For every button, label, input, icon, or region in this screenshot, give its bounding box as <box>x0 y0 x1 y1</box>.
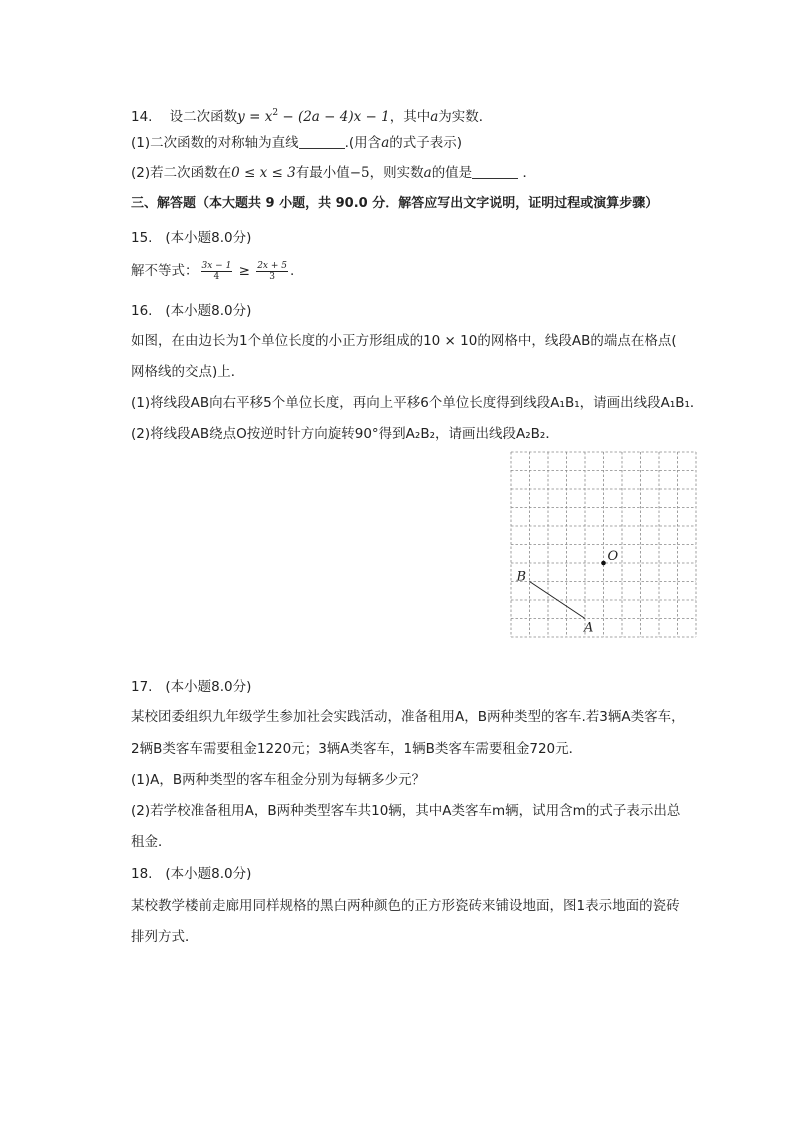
q14-part2-var: a <box>423 165 432 181</box>
q17-number: 17. <box>131 679 153 695</box>
q17-part2-line2: 租金． <box>131 834 172 850</box>
q15-end: . <box>290 263 295 279</box>
q17-line1: 某校团委组织九年级学生参加社会实践活动，准备租用A，B两种类型的客车.若3辆A类客车， <box>131 709 685 725</box>
q17-score: (本小题8.0分) <box>165 679 252 695</box>
label-a: A <box>584 620 594 636</box>
q14-part2-tail: ． <box>522 165 536 181</box>
q14-part2-end: 的值是 <box>431 165 473 181</box>
q16-part2: (2)将线段AB绕点O按逆时针方向旋转90°得到A₂B₂，请画出线段A₂B₂． <box>131 426 559 442</box>
q15-left-denominator: 4 <box>213 271 220 282</box>
point-o <box>601 561 606 566</box>
q17-part2-line1: (2)若学校准备租用A，B两种类型客车共10辆，其中A类客车m辆，试用含m的式子表示出总 <box>131 803 681 819</box>
q14-eq-lhs: y <box>237 109 245 125</box>
q15-relation: ≥ <box>234 263 255 279</box>
q15-right-denominator: 3 <box>269 271 275 282</box>
q14-exponent: 2 <box>272 108 279 118</box>
q14-part2-range: 0 ≤ x ≤ 3 <box>231 165 296 181</box>
q14-part1-prefix: (1)二次函数的对称轴为直线 <box>131 135 299 151</box>
q14-part2-prefix: (2)若二次函数在 <box>131 165 232 181</box>
q14-stem-end: 为实数． <box>438 109 493 125</box>
q15-header <box>131 228 251 248</box>
q15-prompt: 解不等式： <box>131 263 199 279</box>
q16-grid-figure <box>510 451 700 641</box>
q14-stem-prefix: 设二次函数 <box>169 109 238 125</box>
segment-ab <box>530 582 586 619</box>
q17-part1: (1)A，B两种类型的客车租金分别为每辆多少元？ <box>131 772 426 788</box>
label-o: O <box>607 549 619 564</box>
grid-lines <box>511 452 696 637</box>
label-b: B <box>516 569 527 585</box>
q14-part2-mid: 有最小值 <box>295 165 350 181</box>
q18-header <box>131 864 251 884</box>
q14-stem-suffix: ，其中 <box>389 109 431 125</box>
q14-part2 <box>131 163 536 183</box>
q18-score: (本小题8.0分) <box>165 866 252 882</box>
section-3-heading: 三、解答题（本大题共 9 小题，共 90.0 分．解答应写出文字说明，证明过程或演算步骤） <box>131 196 659 211</box>
q16-score: (本小题8.0分) <box>165 303 252 319</box>
q17-line2: 2辆B类客车需要租金1220元；3辆A类客车，1辆B类客车需要租金720元． <box>131 741 583 757</box>
q15-right-fraction <box>256 261 288 282</box>
q15-left-numerator: 3x − 1 <box>201 260 232 271</box>
answer-blank-2[interactable] <box>472 164 518 179</box>
q17-header <box>131 677 251 697</box>
q14-part1-end: 的式子表示) <box>389 135 463 151</box>
q14-part1-var: a <box>381 135 390 151</box>
q14-part2-mid2: ，则实数 <box>369 165 424 181</box>
q15-left-fraction <box>201 261 233 282</box>
q14-part1-suffix: .(用含 <box>344 135 382 151</box>
q15-inequality <box>131 258 294 284</box>
q14-var-a: a <box>430 109 439 125</box>
q16-part1: (1)将线段AB向右平移5个单位长度，再向上平移6个单位长度得到线段A₁B₁，请画出线段A₁B₁． <box>131 395 704 411</box>
q15-number: 15. <box>131 230 153 246</box>
q14-part2-min: −5 <box>349 165 370 181</box>
q16-line1: 如图，在由边长为1个单位长度的小正方形组成的10 × 10的网格中，线段AB的端点在格点( <box>131 333 677 349</box>
q14-eq-rhs1: = x <box>244 109 273 125</box>
q14-number: 14. <box>131 109 153 125</box>
q14-part1 <box>131 133 462 153</box>
q16-number: 16. <box>131 303 153 319</box>
q18-number: 18. <box>131 866 153 882</box>
q16-header <box>131 301 251 321</box>
q14-stem <box>131 103 492 127</box>
q16-line2: 网格线的交点)上． <box>131 364 245 380</box>
q15-score: (本小题8.0分) <box>165 230 252 246</box>
q15-right-numerator: 2x + 5 <box>257 260 287 271</box>
q14-eq-rhs2: − (2a − 4)x − 1 <box>278 109 390 125</box>
answer-blank-1[interactable] <box>299 134 345 149</box>
q18-line1: 某校教学楼前走廊用同样规格的黑白两种颜色的正方形瓷砖来铺设地面，图1表示地面的瓷砖 <box>131 898 680 914</box>
q18-line2: 排列方式． <box>131 929 199 945</box>
